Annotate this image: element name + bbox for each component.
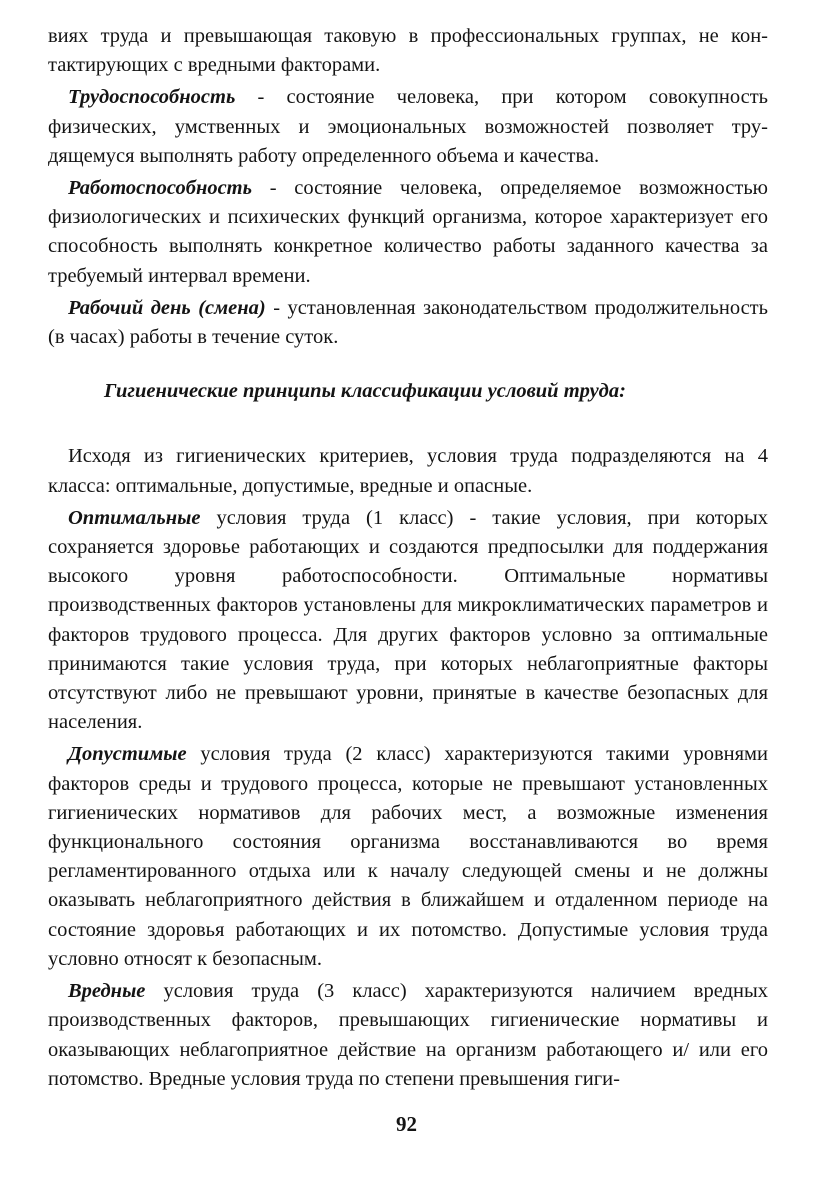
paragraph-rabochiy-den — [48, 294, 768, 352]
paragraph-dopustimye — [48, 740, 768, 974]
term-dopustimye: Допустимые — [68, 743, 187, 766]
term-optimalnye: Оптимальные — [68, 506, 201, 529]
page-body — [48, 22, 768, 1094]
paragraph-optimalnye — [48, 504, 768, 738]
section-heading: Гигиенические принципы классификации условий труда: — [104, 380, 626, 403]
definition-rabotosposobnost: - состояние человека, определяемое возможностью физиологических и психических функций организма, которое характеризует его способность выполнять конкретное количество работы заданного качества за требуемый интервал времени. — [48, 177, 768, 287]
definition-dopustimye: условия труда (2 класс) характеризуются такими уровнями факторов среды и трудового процесса, которые не превышают установленных гигиенических нормативов для рабочих мест, а возможные изменения функционального состояния организма восстанавливаются во время регламентированного отдыха или к началу следующей смены и не должны оказывать неблагоприятного действия в ближайшем и отдаленном периоде на состояние здоровья работающих и их потомство. Допустимые условия труда условно относят к безопасным. — [48, 743, 768, 970]
term-rabochiy-den: Рабочий день (смена) — [68, 296, 266, 319]
definition-rabochiy-den: - установленная законодательством продолжительность (в часах) работы в течение суток. — [48, 296, 768, 349]
paragraph-continuation: виях труда и превышающая таковую в профессиональных группах, не контактирующих с вредными факторами. — [48, 25, 768, 77]
term-rabotosposobnost: Работоспособность — [68, 177, 252, 200]
paragraph-classes-intro: Исходя из гигиенических критериев, условия труда подразделяются на 4 класса: оптимальные, допустимые, вредные и опасные. — [48, 445, 768, 497]
paragraph-vrednye — [48, 977, 768, 1094]
paragraph-rabotosposobnost — [48, 174, 768, 291]
definition-trudosposobnost: - состояние человека, при котором совокупность физических, умственных и эмоциональных возможностей позволяет трудящемуся выполнять работу определенного объема и качества. — [48, 86, 768, 167]
term-vrednye: Вредные — [68, 980, 146, 1003]
page-number: 92 — [396, 1112, 417, 1136]
term-trudosposobnost: Трудоспособность — [68, 86, 236, 109]
definition-optimalnye: условия труда (1 класс) - такие условия, при которых сохраняется здоровье работающих и создаются предпосылки для поддержания высокого уровня работоспособности. Оптимальные нормативы производственных факторов установлены для микроклиматических параметров и факторов трудового процесса. Для других факторов условно за оптимальные принимаются такие условия труда, при которых неблагоприятные факторы отсутствуют либо не превышают уровни, принятые в качестве безопасных для населения. — [48, 506, 768, 734]
definition-vrednye: условия труда (3 класс) характеризуются наличием вредных производственных факторов, превышающих гигиенические нормативы и оказывающих неблагоприятное действие на организм работающего и/ или его потомство. Вредные условия труда по степени превышения гиги- — [48, 980, 768, 1090]
paragraph-trudosposobnost — [48, 83, 768, 171]
